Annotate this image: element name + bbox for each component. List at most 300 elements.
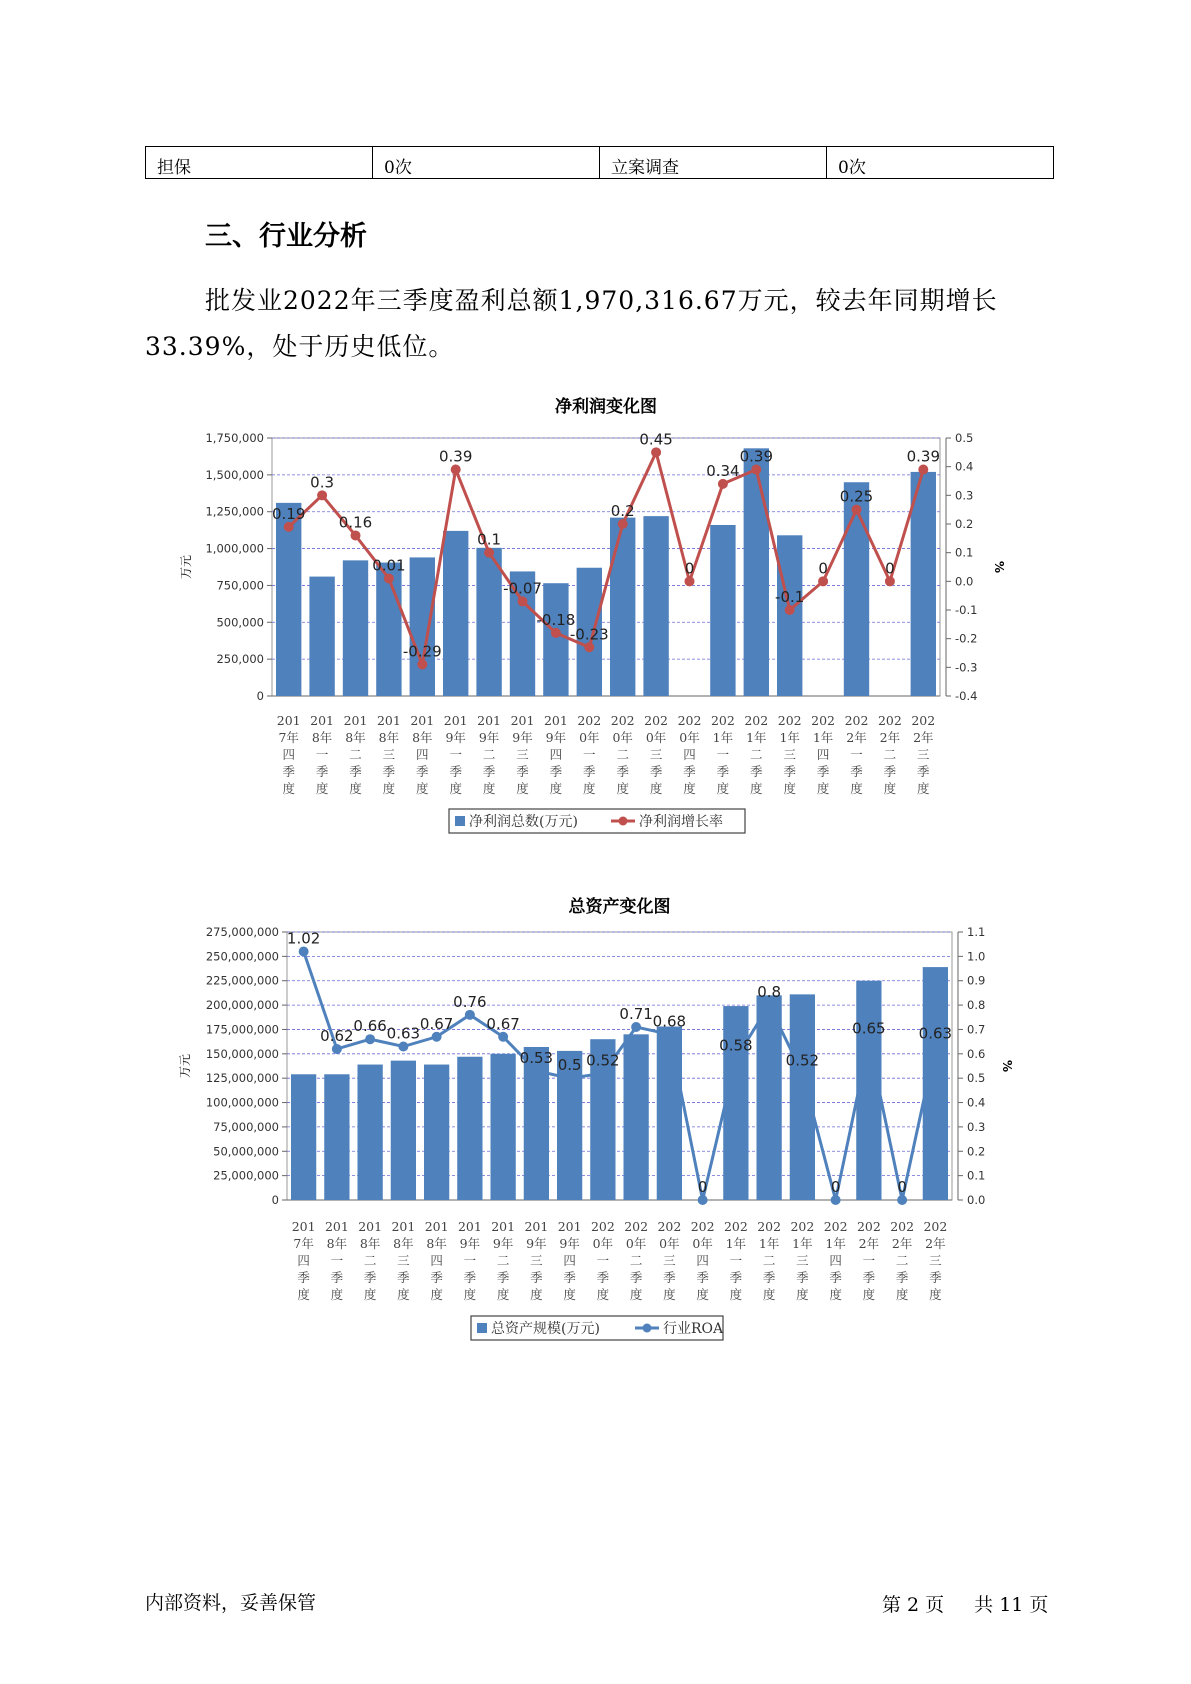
x-tick-label: 季 — [315, 764, 329, 779]
x-tick-label: 2年 — [891, 1236, 913, 1251]
x-tick-label: 度 — [482, 781, 496, 796]
chart-svg — [0, 895, 1191, 1345]
y-tick-label: 25,000,000 — [213, 1168, 279, 1183]
x-tick-label: 201 — [358, 1219, 383, 1234]
x-tick-label: 季 — [895, 1270, 909, 1285]
y2-tick-label: -0.4 — [955, 689, 978, 703]
y2-tick-label: 0.4 — [955, 459, 974, 474]
x-tick-label: 度 — [796, 1287, 809, 1302]
x-tick-label: 四 — [549, 747, 563, 762]
bar — [443, 531, 468, 696]
x-tick-label: 0年 — [612, 730, 633, 745]
x-tick-label: 0年 — [579, 730, 600, 745]
x-tick-label: 二 — [363, 1253, 377, 1268]
x-tick-label: 8年 — [345, 730, 366, 745]
bar — [309, 577, 334, 696]
y2-tick-label: -0.2 — [955, 631, 978, 646]
series-point — [852, 505, 862, 515]
chart-title: 净利润变化图 — [555, 397, 657, 417]
x-tick-label: 二 — [616, 747, 629, 762]
data-label: 0 — [818, 559, 828, 578]
data-label: -0.29 — [402, 642, 442, 661]
y-tick-label: 500,000 — [216, 615, 264, 630]
x-tick-label: 一 — [850, 747, 863, 762]
series-point — [831, 1195, 841, 1205]
bar — [790, 994, 815, 1200]
x-tick-label: 季 — [382, 764, 396, 779]
series-point — [398, 1042, 408, 1052]
x-tick-label: 度 — [862, 1287, 876, 1302]
x-tick-label: 度 — [895, 1287, 909, 1302]
series-point — [751, 465, 761, 475]
x-tick-label: 1年 — [758, 1236, 780, 1251]
x-tick-label: 四 — [696, 1253, 709, 1268]
x-tick-label: 201 — [410, 713, 435, 728]
table-cell: 立案调查 — [600, 147, 827, 179]
x-tick-label: 0年 — [659, 1236, 680, 1251]
x-tick-label: 二 — [349, 747, 362, 762]
x-tick-label: 四 — [816, 747, 830, 762]
x-tick-label: 度 — [629, 1287, 643, 1302]
x-tick-label: 三 — [649, 747, 663, 762]
y-tick-label: 75,000,000 — [213, 1119, 279, 1134]
x-tick-label: 季 — [516, 764, 529, 779]
x-tick-label: 度 — [616, 781, 629, 796]
x-tick-label: 2年 — [879, 730, 901, 745]
x-tick-label: 季 — [629, 1270, 643, 1285]
total-assets-chart — [0, 895, 1191, 1345]
data-label: 0.67 — [419, 1014, 454, 1033]
series-point — [551, 628, 561, 638]
x-tick-label: 季 — [563, 1270, 576, 1285]
x-tick-label: 9年 — [445, 730, 466, 745]
data-label: 0 — [684, 559, 695, 578]
data-label: -0.18 — [536, 610, 576, 629]
series-point — [584, 642, 594, 652]
y-axis-label: 万元 — [179, 554, 193, 580]
legend-bar-label: 净利润总数(万元) — [469, 814, 578, 830]
data-label: 0.66 — [353, 1017, 387, 1036]
data-label: 0.63 — [386, 1024, 421, 1043]
x-tick-label: 8年 — [412, 730, 433, 745]
data-label: 0.52 — [785, 1051, 820, 1070]
chart-svg — [0, 395, 1191, 835]
x-tick-label: 度 — [315, 781, 329, 796]
x-tick-label: 度 — [282, 781, 295, 796]
data-label: 0.8 — [757, 983, 782, 1002]
x-tick-label: 度 — [729, 1287, 743, 1302]
x-tick-label: 度 — [649, 781, 663, 796]
x-tick-label: 季 — [596, 1270, 610, 1285]
x-tick-label: 202 — [790, 1219, 815, 1234]
x-tick-label: 二 — [762, 1253, 776, 1268]
x-tick-label: 季 — [762, 1270, 776, 1285]
y-tick-label: 150,000,000 — [205, 1046, 279, 1061]
x-tick-label: 三 — [929, 1253, 942, 1268]
x-tick-label: 202 — [590, 1219, 615, 1234]
x-tick-label: 季 — [583, 764, 596, 779]
data-label: 0 — [830, 1178, 841, 1196]
bar — [490, 1054, 515, 1200]
series-point — [764, 1000, 774, 1010]
x-tick-label: 度 — [883, 781, 897, 796]
x-tick-label: 度 — [349, 781, 362, 796]
x-tick-label: 201 — [376, 713, 401, 728]
data-label: 0.19 — [271, 504, 306, 523]
x-tick-label: 201 — [510, 713, 535, 728]
bar — [291, 1074, 316, 1200]
x-tick-label: 1年 — [712, 730, 734, 745]
x-tick-label: 201 — [477, 713, 502, 728]
x-tick-label: 四 — [563, 1253, 576, 1268]
x-tick-label: 9年 — [459, 1236, 481, 1251]
series-point — [518, 596, 528, 606]
x-tick-label: 季 — [683, 764, 696, 779]
legend-line-marker — [619, 817, 628, 826]
x-tick-label: 三 — [530, 1253, 543, 1268]
series-point — [565, 1073, 575, 1083]
x-tick-label: 一 — [583, 747, 596, 762]
x-tick-label: 三 — [663, 1253, 676, 1268]
x-tick-label: 8年 — [393, 1236, 414, 1251]
x-tick-label: 季 — [783, 764, 796, 779]
x-tick-label: 8年 — [311, 730, 333, 745]
series-point — [317, 490, 327, 500]
x-tick-label: 1年 — [812, 730, 834, 745]
bar — [457, 1057, 482, 1200]
data-label: 0 — [697, 1178, 708, 1196]
series-point — [664, 1029, 674, 1039]
x-tick-label: 2年 — [925, 1236, 946, 1251]
series-point — [531, 1066, 541, 1076]
data-label: 0.52 — [586, 1051, 620, 1070]
bar — [911, 472, 936, 696]
bar — [391, 1061, 416, 1200]
x-tick-label: 二 — [482, 747, 496, 762]
x-tick-label: 8年 — [359, 1236, 381, 1251]
x-tick-label: 季 — [330, 1270, 344, 1285]
x-tick-label: 202 — [677, 713, 702, 728]
y-tick-label: 275,000,000 — [205, 925, 279, 939]
data-label: 0.68 — [652, 1012, 687, 1031]
x-tick-label: 9年 — [478, 730, 500, 745]
data-label: 0.39 — [906, 447, 941, 466]
y2-tick-label: 1.0 — [967, 949, 986, 964]
series-point — [797, 1068, 807, 1078]
x-tick-label: 度 — [696, 1287, 709, 1302]
x-tick-label: 度 — [496, 1287, 510, 1302]
legend-line-marker — [643, 1324, 652, 1333]
y2-tick-label: 0.1 — [967, 1168, 986, 1183]
x-tick-label: 202 — [823, 1219, 848, 1234]
bar — [410, 557, 435, 696]
x-tick-label: 二 — [895, 1253, 909, 1268]
bar — [643, 516, 668, 696]
x-tick-label: 202 — [890, 1219, 915, 1234]
x-tick-label: 201 — [276, 713, 301, 728]
y2-tick-label: 0.2 — [967, 1144, 986, 1159]
x-tick-label: 度 — [297, 1287, 310, 1302]
x-tick-label: 度 — [463, 1287, 477, 1302]
x-tick-label: 202 — [811, 713, 836, 728]
series-point — [731, 1054, 741, 1064]
y-tick-label: 750,000 — [216, 578, 264, 593]
legend — [449, 809, 745, 833]
x-tick-label: 三 — [796, 1253, 809, 1268]
series-point — [618, 519, 628, 529]
y2-tick-label: -0.3 — [955, 660, 978, 675]
data-label: 0.2 — [610, 502, 635, 520]
chart-title: 总资产变化图 — [568, 897, 671, 917]
x-tick-label: 一 — [315, 747, 329, 762]
x-tick-label: 度 — [783, 781, 796, 796]
x-tick-label: 四 — [430, 1253, 443, 1268]
x-tick-label: 202 — [710, 713, 735, 728]
x-tick-label: 季 — [349, 764, 362, 779]
x-tick-label: 202 — [923, 1219, 948, 1234]
y-tick-label: 1,500,000 — [205, 467, 264, 482]
data-label: 0.67 — [486, 1014, 520, 1033]
total-pages: 11 — [999, 1594, 1024, 1616]
x-tick-label: 度 — [430, 1287, 443, 1302]
data-label: -0.1 — [775, 588, 805, 606]
x-tick-label: 一 — [449, 747, 462, 762]
x-tick-label: 201 — [491, 1219, 516, 1234]
x-tick-label: 7年 — [278, 730, 299, 745]
x-tick-label: 度 — [750, 781, 763, 796]
bar — [357, 1065, 382, 1200]
x-tick-label: 一 — [729, 1253, 743, 1268]
x-tick-label: 9年 — [512, 730, 533, 745]
x-tick-label: 季 — [729, 1270, 743, 1285]
legend-bar-swatch — [455, 816, 465, 826]
x-tick-label: 度 — [449, 781, 462, 796]
x-tick-label: 1年 — [725, 1236, 747, 1251]
y-tick-label: 50,000,000 — [213, 1144, 279, 1159]
x-tick-label: 二 — [629, 1253, 643, 1268]
bar — [775, 535, 805, 696]
data-label: 0.58 — [719, 1036, 753, 1055]
x-tick-label: 一 — [596, 1253, 610, 1268]
x-tick-label: 季 — [282, 764, 295, 779]
y2-tick-label: 0.1 — [955, 545, 974, 560]
x-tick-label: 度 — [829, 1287, 842, 1302]
bar — [623, 1034, 648, 1200]
x-tick-label: 1年 — [779, 730, 800, 745]
legend-line-label: 净利润增长率 — [639, 814, 723, 830]
data-label: 0.01 — [372, 556, 406, 575]
series-point — [332, 1044, 342, 1054]
data-label: 0.63 — [918, 1024, 953, 1043]
y-tick-label: 0 — [271, 1193, 279, 1207]
x-tick-label: 季 — [397, 1270, 410, 1285]
x-tick-label: 201 — [524, 1219, 549, 1234]
x-tick-label: 202 — [777, 713, 802, 728]
x-tick-label: 9年 — [545, 730, 567, 745]
x-tick-label: 季 — [363, 1270, 377, 1285]
x-tick-label: 202 — [644, 713, 669, 728]
x-tick-label: 季 — [530, 1270, 543, 1285]
x-tick-label: 202 — [657, 1219, 682, 1234]
total-prefix: 共 — [974, 1594, 994, 1616]
bar — [657, 1027, 682, 1200]
x-tick-label: 二 — [496, 1253, 510, 1268]
series-point — [897, 1195, 907, 1205]
y-tick-label: 1,000,000 — [205, 541, 264, 556]
page-number: 2 — [907, 1594, 920, 1616]
y-tick-label: 225,000,000 — [205, 973, 279, 988]
x-tick-label: 202 — [690, 1219, 715, 1234]
x-tick-label: 三 — [516, 747, 529, 762]
series-point — [918, 465, 928, 475]
data-label: 0.39 — [438, 447, 473, 466]
x-tick-label: 度 — [929, 1287, 942, 1302]
bar — [610, 518, 635, 696]
footer-confidential-note: 内部资料，妥善保管 — [145, 1592, 317, 1614]
x-tick-label: 0年 — [592, 1236, 614, 1251]
y-tick-label: 250,000 — [216, 652, 264, 667]
y-tick-label: 250,000,000 — [205, 949, 279, 964]
page-prefix: 第 — [882, 1594, 902, 1616]
bar — [424, 1065, 449, 1200]
x-tick-label: 季 — [816, 764, 830, 779]
x-tick-label: 三 — [382, 747, 396, 762]
x-tick-label: 季 — [850, 764, 863, 779]
x-tick-label: 季 — [449, 764, 462, 779]
y-tick-label: 0 — [256, 689, 264, 703]
table-cell: 0次 — [373, 147, 600, 179]
x-tick-label: 一 — [862, 1253, 876, 1268]
x-tick-label: 7年 — [293, 1236, 314, 1251]
series-point — [785, 605, 795, 615]
data-label: 0.76 — [453, 992, 487, 1011]
y-tick-label: 1,750,000 — [205, 431, 264, 445]
series-point — [598, 1068, 608, 1078]
x-tick-label: 三 — [783, 747, 796, 762]
x-tick-label: 度 — [716, 781, 730, 796]
x-tick-label: 2年 — [846, 730, 867, 745]
series-point — [451, 465, 461, 475]
y2-tick-label: 0.4 — [967, 1095, 986, 1110]
data-label: 0.71 — [619, 1005, 653, 1024]
series-point — [384, 573, 394, 583]
x-tick-label: 1年 — [825, 1236, 846, 1251]
x-tick-label: 8年 — [326, 1236, 348, 1251]
y-tick-label: 200,000,000 — [205, 998, 279, 1013]
legend-bar-label: 总资产规模(万元) — [491, 1321, 600, 1337]
x-tick-label: 度 — [549, 781, 563, 796]
x-tick-label: 2年 — [858, 1236, 880, 1251]
y2-tick-label: 0.2 — [955, 517, 974, 531]
x-tick-label: 1年 — [792, 1236, 813, 1251]
x-tick-label: 9年 — [492, 1236, 514, 1251]
x-tick-label: 季 — [463, 1270, 477, 1285]
x-tick-label: 四 — [416, 747, 429, 762]
y2-tick-label: -0.1 — [955, 603, 978, 617]
x-tick-label: 1年 — [746, 730, 767, 745]
section-title: 三、行业分析 — [205, 221, 367, 252]
x-tick-label: 二 — [750, 747, 763, 762]
y2-tick-label: 0.5 — [955, 431, 974, 445]
x-tick-label: 202 — [844, 713, 869, 728]
data-label: 0.3 — [310, 473, 335, 492]
x-tick-label: 0年 — [692, 1236, 713, 1251]
x-tick-label: 季 — [430, 1270, 443, 1285]
x-tick-label: 季 — [649, 764, 663, 779]
x-tick-label: 四 — [683, 747, 696, 762]
x-tick-label: 度 — [663, 1287, 676, 1302]
x-tick-label: 0年 — [625, 1236, 647, 1251]
table-row — [146, 147, 1054, 179]
analysis-paragraph: 批发业2022年三季度盈利总额1,970,316.67万元，较去年同期增长33.39%，处于历史低位。 — [145, 286, 998, 361]
x-tick-label: 度 — [363, 1287, 377, 1302]
x-tick-label: 202 — [624, 1219, 649, 1234]
bar — [710, 525, 735, 696]
x-tick-label: 201 — [424, 1219, 449, 1234]
x-tick-label: 季 — [297, 1270, 310, 1285]
bar — [343, 560, 368, 696]
x-tick-label: 8年 — [426, 1236, 447, 1251]
x-tick-label: 201 — [557, 1219, 582, 1234]
x-tick-label: 201 — [343, 713, 368, 728]
series-point — [885, 576, 895, 586]
y-tick-label: 1,250,000 — [205, 504, 264, 519]
x-tick-label: 度 — [382, 781, 396, 796]
x-tick-label: 季 — [796, 1270, 809, 1285]
y-tick-label: 125,000,000 — [205, 1071, 279, 1086]
x-tick-label: 一 — [330, 1253, 344, 1268]
x-tick-label: 季 — [549, 764, 563, 779]
series-point — [698, 1195, 708, 1205]
data-label: 0.53 — [519, 1048, 554, 1067]
x-tick-label: 度 — [917, 781, 930, 796]
legend-bar-swatch — [477, 1323, 487, 1333]
bar — [543, 583, 568, 696]
x-tick-label: 度 — [850, 781, 863, 796]
x-tick-label: 季 — [616, 764, 629, 779]
x-tick-label: 201 — [543, 713, 568, 728]
bar — [476, 548, 501, 696]
x-tick-label: 度 — [816, 781, 830, 796]
x-tick-label: 一 — [463, 1253, 477, 1268]
table-cell: 担保 — [146, 147, 373, 179]
data-label: 0.45 — [639, 430, 673, 449]
series-point — [864, 1037, 874, 1047]
data-label: 0.34 — [706, 461, 740, 480]
series-point — [484, 548, 494, 558]
x-tick-label: 度 — [416, 781, 429, 796]
y2-axis-label: % — [1000, 1059, 1014, 1073]
y2-tick-label: 0.8 — [967, 998, 986, 1013]
x-tick-label: 季 — [716, 764, 730, 779]
data-label: -0.23 — [569, 625, 609, 644]
info-table — [145, 146, 1054, 179]
x-tick-label: 二 — [883, 747, 897, 762]
footer-page-info — [882, 1590, 1054, 1617]
series-point — [365, 1034, 375, 1044]
table-cell: 0次 — [827, 147, 1054, 179]
y2-tick-label: 0.6 — [967, 1046, 986, 1061]
data-label: 0 — [897, 1178, 907, 1196]
data-label: 0.62 — [320, 1026, 354, 1045]
x-tick-label: 四 — [829, 1253, 842, 1268]
y2-tick-label: 0.0 — [955, 574, 974, 589]
x-tick-label: 201 — [391, 1219, 416, 1234]
x-tick-label: 202 — [610, 713, 635, 728]
x-tick-label: 202 — [757, 1219, 782, 1234]
x-tick-label: 度 — [330, 1287, 344, 1302]
x-tick-label: 201 — [443, 713, 468, 728]
